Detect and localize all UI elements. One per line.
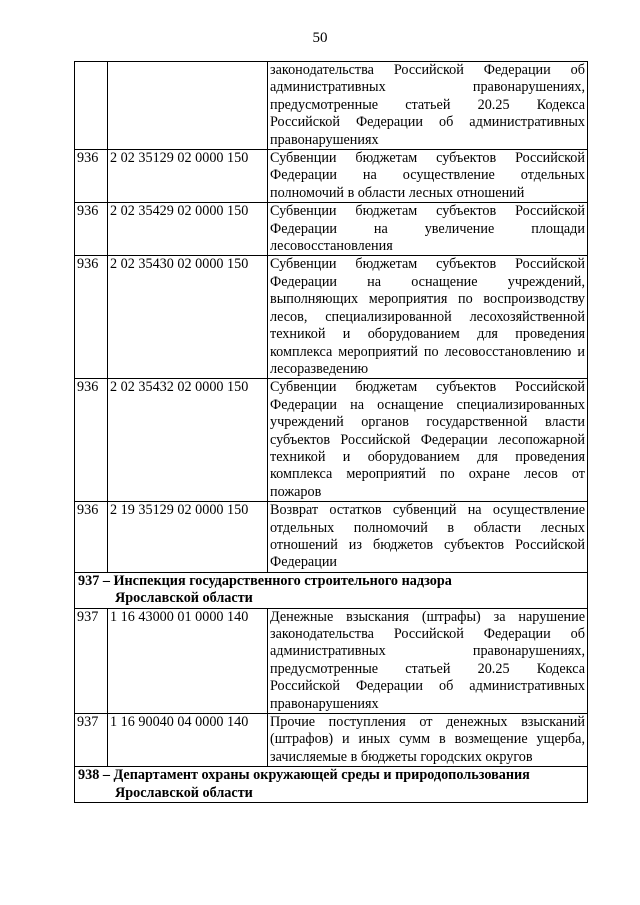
revenue-code-cell: 2 02 35129 02 0000 150 [108, 150, 268, 203]
revenue-code-cell: 2 19 35129 02 0000 150 [108, 502, 268, 573]
revenue-name-cell: Субвенции бюджетам субъектов Российской Федерации на оснащение специализированных учреждений органов государственной власти субъектов Российской Федерации лесопожарной техникой и оборудованием для проведения комплекса мероприятий по охране лесов от пожаров [268, 379, 588, 502]
section-header-937 [75, 572, 588, 608]
revenue-code-cell: 1 16 43000 01 0000 140 [108, 608, 268, 713]
admin-code-cell: 936 [75, 203, 108, 256]
table-row [75, 714, 588, 767]
section-title-line2: Ярославской области [115, 590, 253, 607]
admin-code-cell: 937 [75, 608, 108, 713]
revenue-code-cell: 1 16 90040 04 0000 140 [108, 714, 268, 767]
revenue-name-cell: Прочие поступления от денежных взысканий (штрафов) и иных сумм в возмещение ущерба, зачисляемые в бюджеты городских округов [268, 714, 588, 767]
admin-code-cell: 936 [75, 150, 108, 203]
section-title [75, 767, 588, 803]
revenue-name-cell: Субвенции бюджетам субъектов Российской Федерации на осуществление отдельных полномочий в области лесных отношений [268, 150, 588, 203]
section-title-line2: Ярославской области [115, 784, 253, 801]
revenue-code-cell [108, 62, 268, 150]
section-title-line1: 937 – Инспекция государственного строительного надзора [78, 572, 452, 589]
admin-code-cell: 936 [75, 379, 108, 502]
revenue-name-cell: Возврат остатков субвенций на осуществление отдельных полномочий в области лесных отношений из бюджетов субъектов Российской Федерации [268, 502, 588, 573]
admin-code-cell: 937 [75, 714, 108, 767]
table-row [75, 379, 588, 502]
section-title-line1: 938 – Департамент охраны окружающей среды и природопользования [78, 767, 530, 784]
section-title [75, 572, 588, 608]
admin-code-cell [75, 62, 108, 150]
admin-code-cell: 936 [75, 256, 108, 379]
revenue-codes-table [74, 61, 588, 803]
section-header-938 [75, 767, 588, 803]
revenue-code-cell: 2 02 35430 02 0000 150 [108, 256, 268, 379]
revenue-name-cell: Субвенции бюджетам субъектов Российской Федерации на увеличение площади лесовосстановления [268, 203, 588, 256]
revenue-name-cell: Денежные взыскания (штрафы) за нарушение законодательства Российской Федерации об административных правонарушениях, предусмотренные статьей 20.25 Кодекса Российской Федерации об административных правонарушениях [268, 608, 588, 713]
table-row [75, 150, 588, 203]
revenue-name-cell: Субвенции бюджетам субъектов Российской Федерации на оснащение учреждений, выполняющих мероприятия по воспроизводству лесов, специализированной лесохозяйственной техникой и оборудованием для проведения комплекса мероприятий по лесовосстановлению и лесоразведению [268, 256, 588, 379]
table-row [75, 62, 588, 150]
table-row [75, 502, 588, 573]
table-row [75, 608, 588, 713]
admin-code-cell: 936 [75, 502, 108, 573]
table-row [75, 203, 588, 256]
revenue-code-cell: 2 02 35432 02 0000 150 [108, 379, 268, 502]
revenue-name-cell: законодательства Российской Федерации об административных правонарушениях, предусмотренные статьей 20.25 Кодекса Российской Федерации об административных правонарушениях [268, 62, 588, 150]
table-row [75, 256, 588, 379]
revenue-code-cell: 2 02 35429 02 0000 150 [108, 203, 268, 256]
page-number: 50 [312, 30, 328, 46]
